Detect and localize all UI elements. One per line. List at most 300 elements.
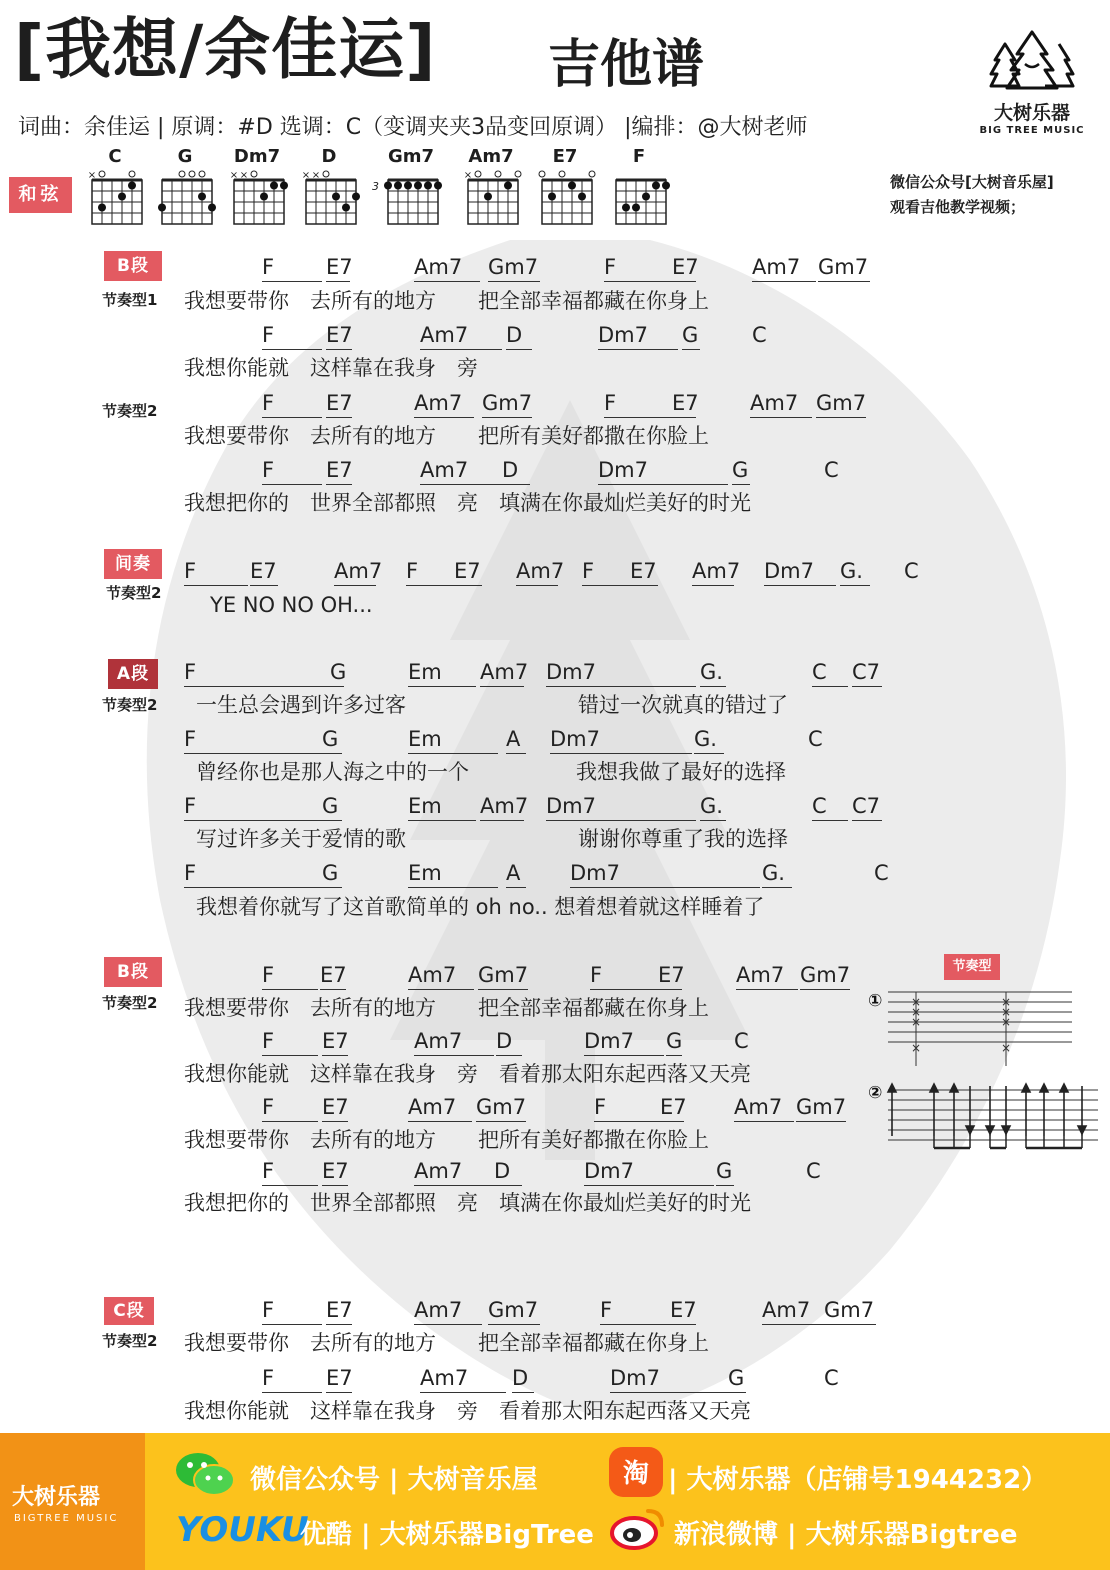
chord-underline [408,989,474,990]
section-badge-interlude: 间奏 [104,549,162,579]
lyric-line: 写过许多关于爱情的歌 [196,827,406,851]
chord-symbol: G [322,794,339,818]
chord-underline [516,585,558,586]
chord-underline [736,989,798,990]
chord-underline [322,820,342,821]
chord-name: F [632,146,646,167]
lyric-line: 我想我做了最好的选择 [576,760,786,784]
chord-symbol: E7 [326,1366,353,1390]
svg-text:×: × [87,170,97,181]
footer-wechat-link[interactable]: 微信公众号 | 大树音乐屋 [250,1465,538,1495]
chord-symbol: Gm7 [488,255,539,279]
chord-underline [670,1324,696,1325]
chord-underline [502,484,530,485]
chord-symbol: C [874,861,889,885]
chord-symbol: E7 [326,323,353,347]
chord-symbol: Dm7 [546,660,596,684]
chord-underline [546,686,696,687]
svg-text:×: × [301,170,311,181]
chord-underline [262,281,322,282]
chord-symbol: G. [694,727,717,751]
chord-symbol: Dm7 [610,1366,660,1390]
chord-symbol: Gm7 [824,1298,875,1322]
chord-underline [750,417,812,418]
chord-symbol: G [682,323,699,347]
chord-underline [658,989,682,990]
chord-symbol: F [262,323,275,347]
chord-symbol: Gm7 [800,963,851,987]
chord-underline [262,1121,318,1122]
svg-text:×: × [311,170,321,181]
wechat-icon [174,1450,236,1498]
chord-symbol: Gm7 [796,1095,847,1119]
chord-symbol: F [184,861,197,885]
chord-underline [420,1392,506,1393]
chord-underline [660,1121,684,1122]
chord-underline [262,989,318,990]
chord-symbol: G. [840,559,863,583]
chord-name: Gm7 [387,146,435,167]
chord-symbol: E7 [326,458,353,482]
chord-underline [184,753,334,754]
chord-symbol: C [812,660,827,684]
chord-symbol: F [262,1095,275,1119]
chord-symbol: G [728,1366,745,1390]
chord-symbol: Am7 [414,1159,463,1183]
chord-name: C [108,146,122,167]
chord-symbol: F [262,1159,275,1183]
youku-logo: YOUKU [176,1510,309,1550]
chord-symbol: Gm7 [478,963,529,987]
chord-underline [408,887,498,888]
chord-symbol: D [502,458,519,482]
chord-symbol: E7 [326,255,353,279]
chord-symbol: G [322,861,339,885]
rhythm-pattern-diagram [868,986,1100,1156]
chord-symbol: C7 [852,794,881,818]
chord-underline [262,349,322,350]
chord-name: Am7 [468,146,514,167]
chord-symbol: Am7 [414,1298,463,1322]
chord-symbol: F [604,255,617,279]
rhythm-type-label: 节奏型2 [102,696,158,714]
chord-symbol: Dm7 [598,323,648,347]
chord-symbol: Gm7 [816,391,867,415]
lyric-line: 谢谢你尊重了我的选择 [578,827,788,851]
chord-underline [326,349,352,350]
chord-symbol: F [262,1029,275,1053]
chord-underline [824,1324,876,1325]
chord-underline [752,281,816,282]
svg-text:×: × [1000,1005,1012,1019]
chord-symbol: G [330,660,347,684]
chord-underline [598,484,728,485]
svg-text:×: × [910,995,922,1009]
chord-underline [672,281,696,282]
lyric-line: 曾经你也是那人海之中的一个 [196,760,469,784]
footer-youku-link[interactable]: 优酷 | 大树乐器BigTree [300,1520,594,1550]
chord-symbol: F [262,391,275,415]
chord-underline [322,753,342,754]
chord-underline [488,281,540,282]
chord-symbol: E7 [322,1159,349,1183]
chord-grid [610,170,672,228]
chord-underline [692,585,734,586]
svg-text:×: × [229,170,239,181]
chord-underline [488,1324,540,1325]
footer-weibo-link[interactable]: 新浪微博 | 大树乐器Bigtree [674,1520,1018,1550]
chord-underline [478,989,528,990]
chord-symbol: Am7 [480,660,529,684]
chord-underline [694,753,724,754]
chord-underline [852,820,882,821]
chord-symbol: C [904,559,919,583]
lyric-line: 我想你能就 这样靠在我身 旁 [184,356,478,380]
rhythm-pattern-label: 节奏型 [944,954,1000,980]
chord-symbol: Am7 [414,1029,463,1053]
chord-grid [462,170,524,228]
chord-underline [326,281,350,282]
chord-symbol: Em [408,794,442,818]
chord-underline [250,585,278,586]
chord-underline [796,1121,846,1122]
chord-underline [666,1055,682,1056]
chord-underline [812,820,848,821]
chord-underline [764,585,836,586]
wechat-note-line-2: 观看吉他教学视频； [890,198,1026,216]
chord-underline [610,1392,740,1393]
lyric-line: 我想你能就 这样靠在我身 旁 看着那太阳东起西落又天亮 [184,1399,751,1423]
lyric-line: 错过一次就真的错过了 [578,693,788,717]
lyric-line: 我想要带你 去所有的地方 把全部幸福都藏在你身上 [184,996,709,1020]
brand-name-en: BIG TREE MUSIC [979,125,1085,136]
wechat-note [890,170,1054,220]
chord-symbol: F [604,391,617,415]
chord-underline [262,1055,318,1056]
section-badge-c: C段 [104,1297,154,1325]
chord-underline [852,686,882,687]
chord-symbol: Am7 [516,559,565,583]
chord-symbol: F [262,255,275,279]
chord-symbol: Dm7 [584,1029,634,1053]
chord-underline [840,585,870,586]
chord-symbol: Am7 [408,963,457,987]
chord-symbol: C [824,458,839,482]
chord-underline [326,417,352,418]
chord-underline [584,1055,664,1056]
chord-symbol: Em [408,727,442,751]
chord-symbol: G [716,1159,733,1183]
chord-symbol: F [184,727,197,751]
lyric-line: 一生总会遇到许多过客 [196,693,406,717]
chord-symbol: E7 [326,1298,353,1322]
lyric-line: 我想要带你 去所有的地方 把所有美好都撒在你脸上 [184,1128,709,1152]
svg-text:×: × [1000,1015,1012,1029]
chord-underline [812,686,848,687]
chord-symbol: E7 [320,963,347,987]
rhythm-number-2: ② [868,1083,883,1103]
lyric-line: 我想把你的 世界全部都照 亮 填满在你最灿烂美好的时光 [184,1191,751,1215]
chord-grid [300,170,362,228]
chord-symbol: D [494,1159,511,1183]
chord-symbol: Gm7 [488,1298,539,1322]
svg-text:淘: 淘 [622,1459,650,1489]
chord-underline [408,686,476,687]
chord-underline [408,820,476,821]
chord-symbol: Em [408,861,442,885]
brand-logo [972,30,1092,136]
chord-underline [550,753,692,754]
chord-underline [322,1121,348,1122]
chord-underline [184,585,248,586]
chord-fret-label: 3 [372,180,379,193]
chord-underline [414,417,474,418]
chord-underline [322,887,342,888]
chord-symbol: C [808,727,823,751]
chord-symbol: E7 [454,559,481,583]
rhythm-number-1: ① [868,991,883,1011]
chord-symbol: Am7 [750,391,799,415]
chord-underline [700,820,726,821]
chord-underline [414,1055,494,1056]
chord-symbol: E7 [672,391,699,415]
chord-underline [334,585,376,586]
chord-grid [536,170,598,228]
chord-underline [408,1121,472,1122]
rhythm-type-label: 节奏型1 [102,291,158,309]
chord-symbol: Am7 [408,1095,457,1119]
chord-symbol: D [506,323,523,347]
chord-underline [732,484,750,485]
svg-text:×: × [910,1005,922,1019]
chord-underline [326,484,352,485]
chord-symbol: A [506,861,521,885]
chord-underline [322,1055,348,1056]
chord-symbol: E7 [672,255,699,279]
chord-symbol: F [406,559,419,583]
lyric-line: 我想你能就 这样靠在我身 旁 看着那太阳东起西落又天亮 [184,1062,751,1086]
chord-grid [86,170,148,228]
svg-text:×: × [239,170,249,181]
lyric-line: 我想要带你 去所有的地方 把所有美好都撒在你脸上 [184,424,709,448]
chord-symbol: Dm7 [546,794,596,818]
chord-grid [228,170,290,228]
song-title: [我想/余佳运] [14,11,437,88]
chord-symbol: F [262,458,275,482]
chord-underline [762,887,792,888]
chord-name: Dm7 [233,146,281,167]
chord-underline [480,686,524,687]
lyric-line: 我想着你就写了这首歌简单的 oh no.. 想着想着就这样睡着了 [196,895,765,919]
chord-symbol: F [184,660,197,684]
chord-underline [454,585,482,586]
svg-text:×: × [1000,1041,1012,1055]
footer-brand-en: BIGTREE MUSIC [14,1513,119,1524]
chord-symbol: Dm7 [550,727,600,751]
chord-symbol: F [600,1298,613,1322]
chord-underline [326,1392,352,1393]
chord-underline [184,820,334,821]
wechat-note-line-1: 微信公众号[大树音乐屋] [890,173,1054,191]
chord-symbol: E7 [630,559,657,583]
lyric-line: YE NO NO OH... [210,593,373,617]
chord-underline [630,585,658,586]
chord-symbol: E7 [658,963,685,987]
tree-logo-icon [987,30,1077,92]
chord-grid [156,170,218,228]
svg-text:×: × [1000,995,1012,1009]
chord-symbol: C [812,794,827,818]
chord-symbol: A [506,727,521,751]
chord-symbol: C [824,1366,839,1390]
chord-symbol: F [590,963,603,987]
chord-symbol: Am7 [480,794,529,818]
chord-underline [734,1121,794,1122]
chord-underline [506,753,526,754]
chord-symbol: E7 [660,1095,687,1119]
chord-symbol: D [512,1366,529,1390]
chord-symbol: Am7 [736,963,785,987]
chord-symbol: E7 [326,391,353,415]
chord-underline [682,349,700,350]
chord-symbol: G [732,458,749,482]
chord-underline [672,417,696,418]
taobao-icon [608,1446,664,1498]
weibo-icon [610,1505,666,1551]
chord-symbol: Am7 [414,391,463,415]
chord-underline [594,1121,666,1122]
chord-symbol: E7 [670,1298,697,1322]
chord-name: G [177,146,193,167]
song-meta-info: 词曲：余佳运 | 原调：#D 选调：C（变调夹夹3品变回原调） |编排：@大树老师 [18,115,808,140]
chord-underline [482,417,532,418]
title-suffix: 吉他谱 [548,35,705,95]
chord-underline [414,281,480,282]
svg-text:×: × [910,1015,922,1029]
chord-underline [570,887,760,888]
rhythm-type-label: 节奏型2 [102,402,158,420]
chord-name: D [321,146,337,167]
chord-underline [600,1324,672,1325]
chord-underline [512,1392,534,1393]
chord-symbol: G. [700,660,723,684]
chord-symbol: Am7 [414,255,463,279]
chord-symbol: Dm7 [764,559,814,583]
chord-symbol: F [594,1095,607,1119]
chord-underline [322,1185,348,1186]
chord-underline [476,1121,526,1122]
chord-underline [598,349,678,350]
lyric-line: 我想要带你 去所有的地方 把全部幸福都藏在你身上 [184,289,709,313]
brand-name-cn: 大树乐器 [993,102,1070,124]
chord-symbol: Dm7 [598,458,648,482]
svg-text:×: × [463,170,473,181]
chord-symbol: Dm7 [584,1159,634,1183]
chord-symbol: G [322,727,339,751]
chord-underline [262,1324,322,1325]
watermark-tree-logo [90,220,1090,1430]
chord-underline [262,1392,322,1393]
chord-underline [480,820,524,821]
chord-underline [494,1185,522,1186]
chord-symbol: G. [700,794,723,818]
section-badge-b1: B段 [104,251,162,281]
chord-symbol: Gm7 [818,255,869,279]
chord-symbol: Gm7 [476,1095,527,1119]
svg-text:×: × [910,1041,922,1055]
rhythm-type-label: 节奏型2 [102,994,158,1012]
chord-underline [184,887,334,888]
lyric-line: 我想把你的 世界全部都照 亮 填满在你最灿烂美好的时光 [184,491,751,515]
chord-underline [184,686,334,687]
chord-symbol: E7 [250,559,277,583]
chord-symbol: Am7 [734,1095,783,1119]
chord-underline [816,417,866,418]
chord-symbol: F [184,559,197,583]
chord-underline [604,417,676,418]
chord-underline [700,686,726,687]
chord-underline [420,349,502,350]
chords-label: 和弦 [9,177,72,213]
lyric-line: 我想要带你 去所有的地方 把全部幸福都藏在你身上 [184,1331,709,1355]
chord-underline [762,1324,826,1325]
chord-symbol: C [752,323,767,347]
chord-underline [496,1055,522,1056]
chord-underline [716,1185,734,1186]
footer-taobao-link[interactable]: | 大树乐器（店铺号1944232） [668,1465,1048,1495]
chord-underline [584,1185,714,1186]
chord-symbol: G. [762,861,785,885]
chord-underline [506,887,526,888]
chord-symbol: G [666,1029,683,1053]
chord-symbol: F [184,794,197,818]
chord-symbol: Gm7 [482,391,533,415]
chord-symbol: Dm7 [570,861,620,885]
chord-underline [262,484,322,485]
chord-symbol: E7 [322,1095,349,1119]
chord-name: E7 [552,146,578,167]
chord-underline [262,417,322,418]
chord-symbol: F [262,1298,275,1322]
chord-underline [800,989,850,990]
chord-symbol: D [496,1029,513,1053]
chord-underline [728,1392,746,1393]
rhythm-type-label: 节奏型2 [106,584,162,602]
chord-underline [414,1185,494,1186]
chord-symbol: F [582,559,595,583]
footer-brand-cn: 大树乐器 [12,1485,101,1510]
chord-symbol: Am7 [752,255,801,279]
chord-symbol: F [262,1366,275,1390]
chord-underline [326,1324,352,1325]
chord-symbol: Am7 [334,559,383,583]
chord-symbol: C7 [852,660,881,684]
chord-underline [818,281,870,282]
chord-symbol: E7 [322,1029,349,1053]
rhythm-type-label: 节奏型2 [102,1332,158,1350]
chord-underline [320,989,346,990]
chord-symbol: C [734,1029,749,1053]
chord-symbol: F [262,963,275,987]
chord-underline [506,349,532,350]
chord-underline [604,281,674,282]
section-badge-b2: B段 [104,957,162,987]
chord-symbol: Em [408,660,442,684]
chord-underline [590,989,662,990]
chord-underline [414,1324,482,1325]
chord-symbol: Am7 [420,458,469,482]
chord-underline [546,820,696,821]
